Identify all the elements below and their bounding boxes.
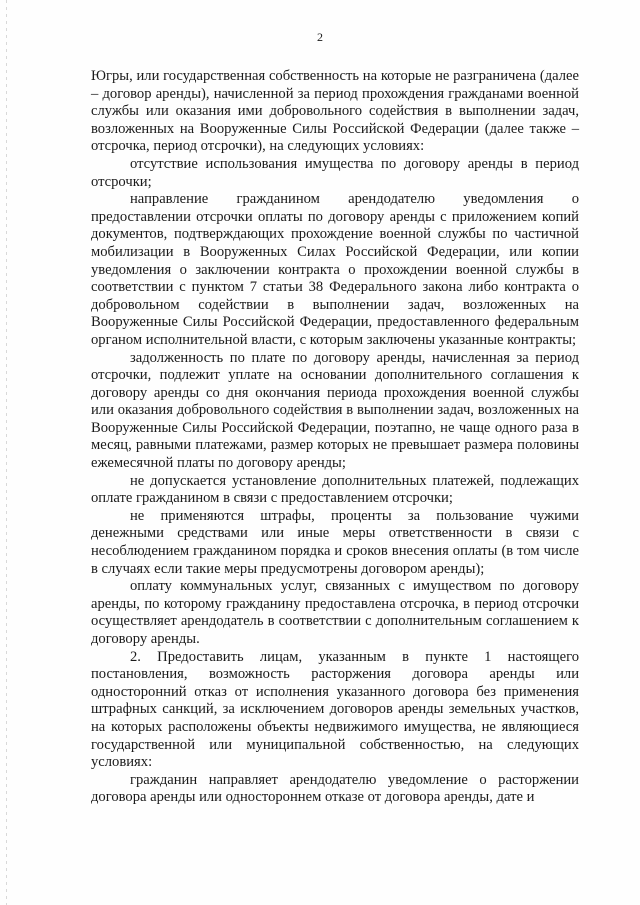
paragraph-condition-termination-notice: гражданин направляет арендодателю уведомление о расторжении договора аренды или одностороннем отказе от договора аренды, дате и — [91, 771, 579, 806]
paragraph-condition-no-use: отсутствие использования имущества по договору аренды в период отсрочки; — [91, 155, 579, 190]
paragraph-condition-notification: направление гражданином арендодателю уведомления о предоставлении отсрочки оплаты по договору аренды с приложением копий документов, подтверждающих прохождение военной службы по частичной мобилизации в Вооруженных Силах Российской Федерации, или копии уведомления о заключении контракта о прохождении военной службы в соответствии с пунктом 7 статьи 38 Федерального закона либо контракта о добровольном содействии в выполнении задач, возложенных на Вооруженные Силы Российской Федерации, предоставленного федеральным органом исполнительной власти, с которым заключены указанные контракты; — [91, 191, 579, 348]
paragraph-condition-utilities: оплату коммунальных услуг, связанных с имуществом по договору аренды, по которому гражданину предоставлена отсрочка, в период отсрочки осуществляет арендодатель в соответствии с дополнительным соглашением к договору аренды. — [91, 578, 579, 647]
paragraph-continuation: Югры, или государственная собственность на которые не разграничена (далее – договор аренды), начисленной за период прохождения гражданами военной службы или оказания ими добровольного содействия в выполнении задач, возложенных на Вооруженные Силы Российской Федерации (далее также – отсрочка, период отсрочки), на следующих условиях: — [91, 68, 579, 155]
paragraph-condition-no-extra-payments: не допускается установление дополнительных платежей, подлежащих оплате гражданином в связи с предоставлением отсрочки; — [91, 472, 579, 507]
document-body — [91, 68, 579, 807]
paragraph-condition-debt-payment: задолженность по плате по договору аренды, начисленная за период отсрочки, подлежит уплате на основании дополнительного соглашения к договору аренды со дня окончания периода прохождения военной службы или оказания добровольного содействия в выполнении задач, возложенных на Вооруженные Силы Российской Федерации, поэтапно, не чаще одного раза в месяц, равными платежами, размер которых не превышает размера половины ежемесячной платы по договору аренды; — [91, 349, 579, 472]
scan-edge-artifact — [6, 0, 7, 905]
paragraph-condition-no-penalties: не применяются штрафы, проценты за пользование чужими денежными средствами или иные меры ответственности в связи с несоблюдением гражданином порядка и сроков внесения оплаты (в том числе в случаях если такие меры предусмотрены договором аренды); — [91, 507, 579, 577]
page-number: 2 — [317, 30, 323, 44]
paragraph-item-2: 2. Предоставить лицам, указанным в пункте 1 настоящего постановления, возможность расторжения договора аренды или односторонний отказ от исполнения указанного договора без применения штрафных санкций, за исключением договоров аренды земельных участков, на которых расположены объекты недвижимого имущества, не являющиеся государственной или муниципальной собственностью, на следующих условиях: — [91, 648, 579, 771]
